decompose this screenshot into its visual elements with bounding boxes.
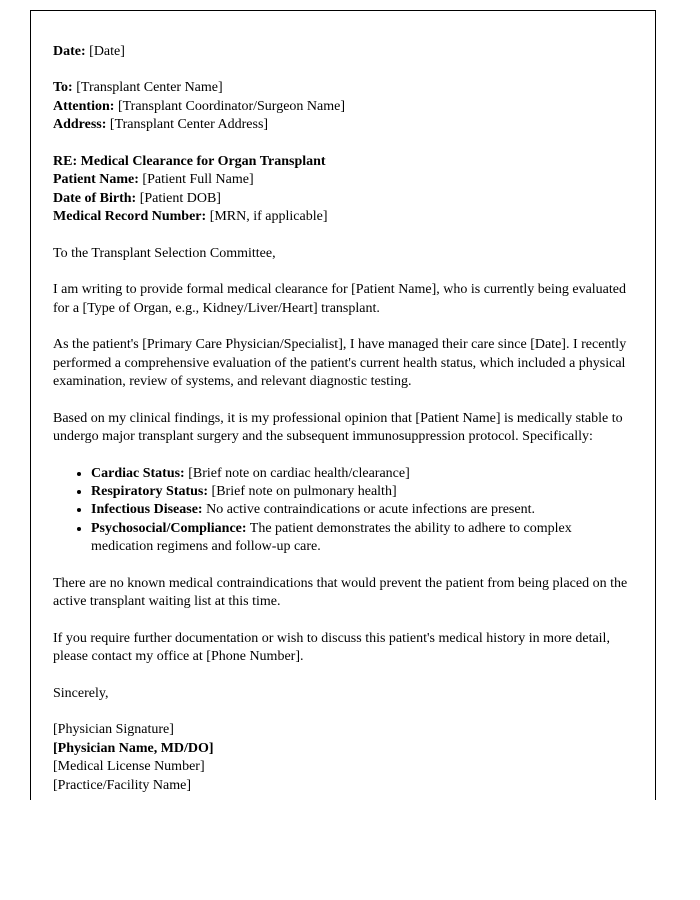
subject-block [53,153,631,227]
physician-name-line: [Physician Name, MD/DO] [53,740,214,756]
psychosocial-value: The patient demonstrates the ability to adhere to complex medication regimens and follow-up care. [91,520,572,555]
address-label: Address: [53,117,107,133]
re-text: RE: Medical Clearance for Organ Transplant [53,153,326,169]
recipient-attention-line [53,98,631,116]
practice-facility-line: [Practice/Facility Name] [53,777,191,793]
medical-license-line: [Medical License Number] [53,759,205,775]
dob-label: Date of Birth: [53,190,137,206]
list-item-cardiac [91,465,631,483]
mrn-line [53,208,631,226]
recipient-to-line [53,79,631,97]
salutation: To the Transplant Selection Committee, [53,245,276,261]
dob-line [53,190,631,208]
re-line [53,153,631,171]
list-item-infectious [91,501,631,519]
paragraph-opinion: Based on my clinical findings, it is my professional opinion that [Patient Name] is medically stable to undergo major transplant surgery and the subsequent immunosuppression protocol. Specifically: [53,410,623,445]
cardiac-value: [Brief note on cardiac health/clearance] [184,465,410,481]
patient-name-label: Patient Name: [53,172,139,188]
paragraph-contact: If you require further documentation or wish to discuss this patient's medical history in more detail, please contact my office at [Phone Number]. [53,630,610,665]
to-value: [Transplant Center Name] [72,80,223,96]
attention-label: Attention: [53,98,115,114]
letter-body [31,11,655,795]
patient-name-line [53,171,631,189]
paragraph-no-contraindications: There are no known medical contraindications that would prevent the patient from being placed on the active transplant waiting list at this time. [53,575,628,610]
physician-signature-line: [Physician Signature] [53,722,174,738]
clearance-list [53,465,631,557]
date-line-group [53,43,631,61]
psychosocial-label: Psychosocial/Compliance: [91,520,247,536]
respiratory-label: Respiratory Status: [91,483,209,499]
infectious-value: No active contraindications or acute infections are present. [202,502,535,518]
attention-value: [Transplant Coordinator/Surgeon Name] [114,98,346,114]
respiratory-value: [Brief note on pulmonary health] [208,483,397,499]
date-label: Date: [53,44,86,59]
dob-value: [Patient DOB] [136,190,221,206]
mrn-value: [MRN, if applicable] [206,209,328,225]
letter-page [30,10,656,800]
mrn-label: Medical Record Number: [53,209,207,225]
list-item-respiratory [91,483,631,501]
paragraph-intro: I am writing to provide formal medical clearance for [Patient Name], who is currently being evaluated for a [Type of Organ, e.g., Kidney/Liver/Heart] transplant. [53,282,627,316]
list-item-psychosocial [91,520,631,557]
paragraph-evaluation: As the patient's [Primary Care Physician/Specialist], I have managed their care since [Date]. I recently performed a comprehensive evaluation of the patient's current health status, which included a physical examination, review of systems, and relevant diagnostic testing. [53,337,627,390]
address-value: [Transplant Center Address] [106,117,269,133]
patient-name-value: [Patient Full Name] [138,172,254,188]
date-value: [Date] [85,44,125,59]
date-line [53,43,631,61]
recipient-address-line [53,116,631,134]
to-label: To: [53,80,73,96]
infectious-label: Infectious Disease: [91,502,203,518]
cardiac-label: Cardiac Status: [91,465,185,481]
signoff: Sincerely, [53,685,109,701]
recipient-block [53,79,631,134]
signature-block [53,721,631,795]
